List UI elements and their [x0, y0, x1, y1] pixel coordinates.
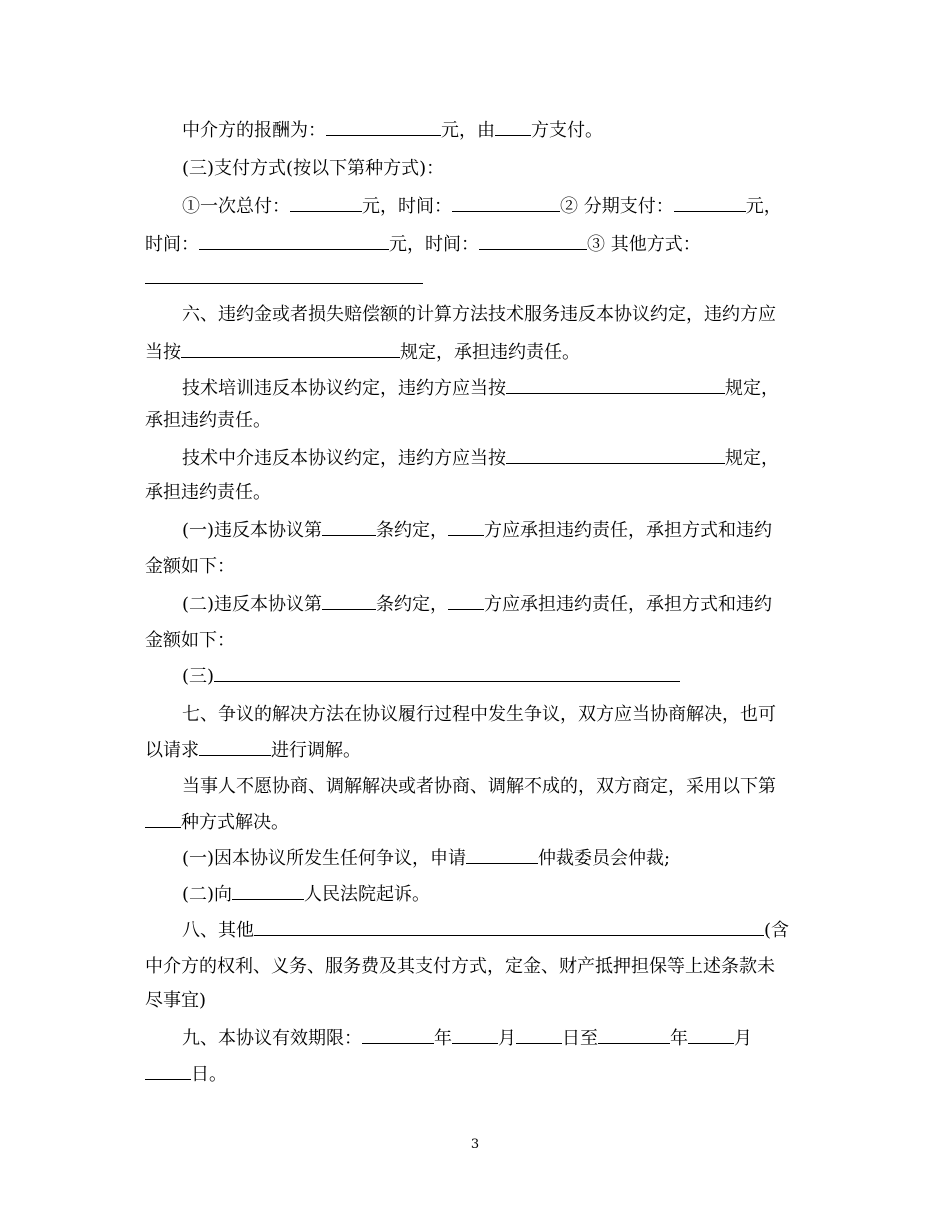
training-line1: [182, 378, 779, 400]
text: 技术培训违反本协议约定，违约方应当按: [182, 378, 506, 399]
blank-field[interactable]: [452, 1028, 498, 1044]
text: 以请求: [145, 740, 199, 761]
text: 当按: [145, 342, 181, 363]
text: 方支付。: [531, 120, 603, 141]
blank-field[interactable]: [290, 196, 362, 212]
breach1-line1: [182, 520, 772, 542]
text: (二)向: [182, 884, 233, 905]
text: 元，由: [441, 120, 495, 141]
text: 年: [434, 1028, 452, 1049]
text: ③ 其他方式：: [587, 234, 701, 255]
blank-field[interactable]: [362, 1028, 434, 1044]
text: 时间：: [145, 234, 199, 255]
blank-field[interactable]: [145, 1064, 191, 1080]
intermediary-line2: 承担违约责任。: [145, 482, 271, 503]
text: ② 分期支付：: [560, 196, 674, 217]
remuneration-line: [182, 120, 603, 142]
blank-field[interactable]: [145, 812, 181, 828]
text: (一)违反本协议第: [182, 520, 323, 541]
text: (一)因本协议所发生任何争议，申请: [182, 848, 467, 869]
text: 中介方的报酬为：: [182, 120, 326, 141]
section8-line3: 尽事宜): [145, 990, 207, 1011]
text: (二)违反本协议第: [182, 594, 323, 615]
intermediary-line1: [182, 448, 779, 470]
text: 元，时间：: [389, 234, 479, 255]
text: 日。: [191, 1064, 227, 1085]
blank-field[interactable]: [479, 234, 587, 250]
blank-field[interactable]: [322, 520, 376, 536]
text: 条约定，: [376, 594, 449, 615]
text: 方应承担违约责任，承担方式和违约: [484, 520, 773, 541]
training-line2: 承担违约责任。: [145, 410, 271, 431]
breach3-line: [182, 666, 680, 688]
section7-line2: [145, 740, 361, 762]
section8-line2: 中介方的权利、义务、服务费及其支付方式，定金、财产抵押担保等上述条款未: [145, 956, 775, 977]
text: 元，: [745, 196, 782, 217]
court-line: [182, 884, 430, 906]
text: 月: [498, 1028, 516, 1049]
blank-field[interactable]: [145, 268, 423, 284]
blank-field[interactable]: [448, 520, 484, 536]
text: 九、本协议有效期限：: [182, 1028, 362, 1049]
text: 规定，: [725, 448, 779, 469]
blank-field[interactable]: [199, 234, 389, 250]
text: 规定，: [725, 378, 779, 399]
text: 仲裁委员会仲裁;: [538, 848, 671, 869]
text: 日至: [562, 1028, 598, 1049]
blank-field[interactable]: [516, 1028, 562, 1044]
text: (含: [764, 920, 790, 941]
dispute-line2: [145, 812, 289, 834]
text: 年: [670, 1028, 688, 1049]
payment-heading: (三)支付方式(按以下第种方式)：: [182, 158, 445, 179]
blank-field[interactable]: [495, 120, 531, 136]
text: 技术中介违反本协议约定，违约方应当按: [182, 448, 506, 469]
payment-options-line1: [182, 196, 782, 218]
arbitration-line: [182, 848, 670, 870]
breach2-line2: 金额如下：: [145, 630, 235, 651]
blank-field[interactable]: [214, 666, 680, 682]
section6-line1: 六、违约金或者损失赔偿额的计算方法技术服务违反本协议约定，违约方应: [182, 304, 776, 325]
blank-field[interactable]: [254, 920, 764, 936]
blank-field[interactable]: [466, 848, 538, 864]
blank-field[interactable]: [506, 448, 725, 464]
blank-field[interactable]: [326, 120, 441, 136]
blank-field[interactable]: [452, 196, 560, 212]
page-number: 3: [470, 1137, 480, 1152]
text: 元，时间：: [362, 196, 452, 217]
text: 人民法院起诉。: [304, 884, 431, 905]
section8-line1: [182, 920, 789, 942]
dispute-line1: 当事人不愿协商、调解解决或者协商、调解不成的，双方商定，采用以下第: [182, 776, 776, 797]
text: ①一次总付：: [182, 196, 290, 217]
blank-field[interactable]: [506, 378, 725, 394]
breach1-line2: 金额如下：: [145, 556, 235, 577]
blank-field[interactable]: [448, 594, 484, 610]
blank-field[interactable]: [232, 884, 304, 900]
blank-field[interactable]: [598, 1028, 670, 1044]
text: 八、其他: [182, 920, 254, 941]
blank-field[interactable]: [322, 594, 376, 610]
text: 种方式解决。: [181, 812, 289, 833]
blank-field[interactable]: [199, 740, 271, 756]
text: 月: [734, 1028, 752, 1049]
section6-line2: [145, 342, 580, 364]
text: 进行调解。: [271, 740, 361, 761]
text: (三): [182, 666, 215, 687]
blank-field[interactable]: [181, 342, 400, 358]
section9-line2: [145, 1064, 227, 1086]
payment-options-line2: [145, 234, 701, 256]
text: 条约定，: [376, 520, 449, 541]
breach2-line1: [182, 594, 772, 616]
section7-line1: 七、争议的解决方法在协议履行过程中发生争议，双方应当协商解决，也可: [182, 704, 776, 725]
section9-line1: [182, 1028, 752, 1050]
text: 方应承担违约责任，承担方式和违约: [484, 594, 773, 615]
payment-options-line3: [145, 268, 423, 290]
text: 规定，承担违约责任。: [400, 342, 580, 363]
blank-field[interactable]: [674, 196, 746, 212]
blank-field[interactable]: [688, 1028, 734, 1044]
